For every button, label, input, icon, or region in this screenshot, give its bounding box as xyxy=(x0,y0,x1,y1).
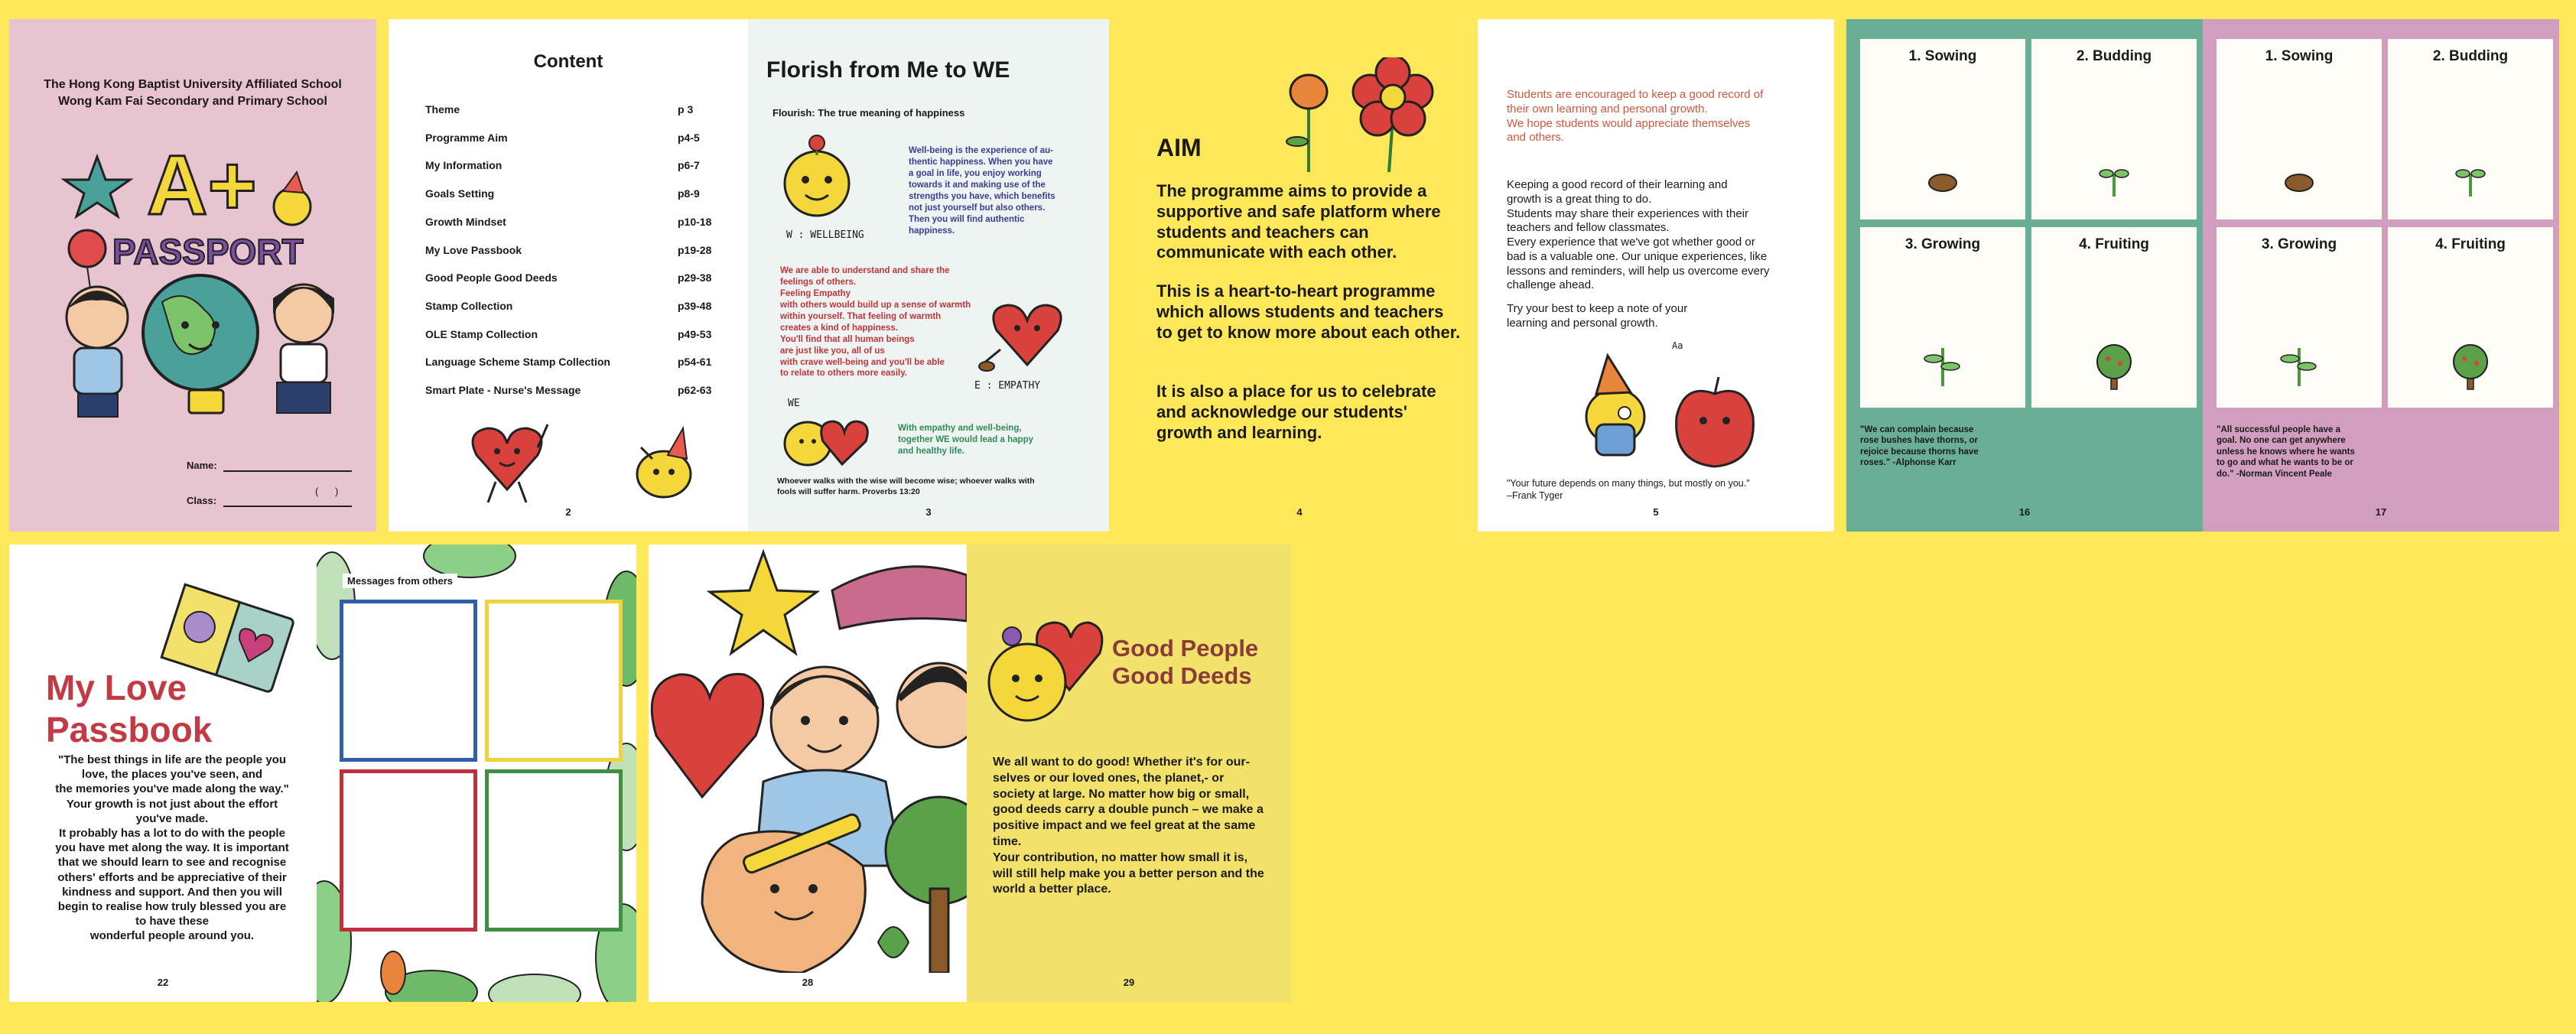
students-try xyxy=(1507,302,1813,331)
wellbeing-line: not just yourself but also others. xyxy=(909,203,1046,213)
students-intro-line: We hope students would appreciate themselves xyxy=(1507,116,1751,130)
contents-row[interactable] xyxy=(425,159,716,174)
school-name-line1: The Hong Kong Baptist University Affiliated School xyxy=(44,78,342,91)
love-line: the memories you've made along the way." xyxy=(55,782,289,796)
message-frame-blue[interactable] xyxy=(340,600,477,762)
good-deeds-line: Your contribution, no matter how small it is, xyxy=(993,850,1248,864)
page-number: 4 xyxy=(1296,506,1303,518)
students-quote xyxy=(1507,478,1813,502)
stage-quote-line: goal. No one can get anywhere xyxy=(2217,436,2346,446)
good-deeds-page xyxy=(967,545,1291,1002)
good-deeds-line: good deeds carry a double punch – we make a xyxy=(993,803,1264,817)
passport-illustration xyxy=(40,126,361,424)
empathy-line: feelings of others. xyxy=(780,277,857,287)
messages-title: Messages from others xyxy=(343,574,457,588)
contents-row-label: Growth Mindset xyxy=(425,215,506,228)
good-deeds-line: positive impact and we feel great at the same xyxy=(993,819,1256,833)
messages-page xyxy=(317,545,636,1002)
love-line: It probably has a lot to do with the people xyxy=(59,826,285,840)
wellbeing-line: happiness. xyxy=(909,226,955,236)
stage-quote-line: roses." -Alphonse Karr xyxy=(1860,458,1956,468)
love-heading-line1: My Love xyxy=(46,668,187,707)
students-quote-line: –Frank Tyger xyxy=(1507,489,1563,501)
fruit-tree-icon xyxy=(2448,342,2493,392)
lemon-character-icon xyxy=(626,417,702,509)
wellbeing-line: thentic happiness. When you have xyxy=(909,157,1053,167)
empathy-line: Feeling Empathy xyxy=(780,288,851,298)
contents-row[interactable] xyxy=(425,132,716,147)
star-icon xyxy=(710,552,817,653)
proverb-line: fools will suffer harm. Proverbs 13:20 xyxy=(777,486,920,496)
name-line xyxy=(223,470,352,472)
fruit-tree-icon xyxy=(2091,342,2137,392)
cover-page xyxy=(9,19,376,532)
message-frame-yellow[interactable] xyxy=(485,600,623,762)
empathy-heart-icon xyxy=(977,296,1069,380)
good-deeds-text xyxy=(993,755,1268,898)
we-label: WE xyxy=(788,398,800,409)
child-face-icon xyxy=(771,667,878,774)
contents-row-pages: p 3 xyxy=(678,103,694,115)
we-line: and healthy life. xyxy=(898,446,964,456)
growth-stage-label: 1. Sowing xyxy=(2265,48,2334,64)
empathy-line: to relate to others more easily. xyxy=(780,369,907,379)
students-body-line: growth is a great thing to do. xyxy=(1507,192,1652,206)
students-try-line: learning and personal growth. xyxy=(1507,316,1658,330)
growth-stage-label: 4. Fruiting xyxy=(2079,236,2149,252)
florish-title: Florish from Me to WE xyxy=(766,57,1010,83)
love-heading-line2: Passbook xyxy=(46,710,213,750)
wellbeing-line: Well-being is the experience of au- xyxy=(909,146,1053,155)
stage-quote xyxy=(1860,424,2013,469)
seed-icon xyxy=(1920,160,1966,210)
balloon-icon xyxy=(69,230,106,267)
colouring-illustration xyxy=(649,545,967,973)
contents-page xyxy=(389,19,748,532)
contents-row-label: Goals Setting xyxy=(425,187,495,200)
growth-stage-label: 4. Fruiting xyxy=(2435,236,2506,252)
growth-stages-page-17 xyxy=(2203,19,2559,532)
contents-row[interactable] xyxy=(425,187,716,203)
love-line: you have met along the way. It is important xyxy=(55,841,289,855)
growth-stage-label: 3. Growing xyxy=(1904,236,1981,252)
aim-heading: AIM xyxy=(1156,134,1202,161)
page-number: 22 xyxy=(157,977,169,988)
stage-quote-line: rejoice because thorns have xyxy=(1860,447,1979,457)
contents-row-pages: p39-48 xyxy=(678,299,712,312)
contents-row-label: Theme xyxy=(425,103,460,115)
wellbeing-lemon-icon xyxy=(771,126,863,226)
students-intro xyxy=(1507,88,1813,145)
love-passbook-text xyxy=(46,753,298,943)
growth-stage-box[interactable] xyxy=(2031,39,2197,219)
contents-row-pages: p6-7 xyxy=(678,159,700,172)
growth-stage-box[interactable] xyxy=(1860,227,2025,408)
florish-page xyxy=(748,19,1109,532)
students-body-line: Every experience that we've got whether good or xyxy=(1507,236,1755,249)
contents-row-label: My Love Passbook xyxy=(425,243,522,256)
name-label: Name: xyxy=(187,460,217,471)
stage-quote xyxy=(2217,424,2369,480)
contents-row-pages: p4-5 xyxy=(678,131,700,144)
contents-row[interactable] xyxy=(425,356,716,371)
florish-subtitle: Flourish: The true meaning of happiness xyxy=(772,107,965,119)
page-number: 16 xyxy=(2018,506,2031,518)
students-page xyxy=(1478,19,1834,532)
passport-book-icon xyxy=(189,390,223,413)
proverb-line: Whoever walks with the wise will become wise; whoever walks with xyxy=(777,476,1035,486)
students-body-line: bad is a valuable one. Our unique experiences, like xyxy=(1507,249,1768,263)
love-line: "The best things in life are the people you xyxy=(58,753,286,766)
love-line: begin to realise how truly blessed you are xyxy=(57,899,287,913)
seedling-icon xyxy=(1920,342,1966,392)
students-body-line: challenge ahead. xyxy=(1507,278,1595,292)
wellbeing-text xyxy=(909,145,1077,237)
students-body-line: Keeping a good record of their learning and xyxy=(1507,178,1728,191)
empathy-line: creates a kind of happiness. xyxy=(780,323,899,333)
growth-stage-box[interactable] xyxy=(1860,39,2025,219)
page-number: 3 xyxy=(925,506,932,518)
growth-stage-box[interactable] xyxy=(2217,227,2382,408)
growth-stage-label: 2. Budding xyxy=(2432,48,2509,64)
good-deeds-line: world a better place. xyxy=(993,883,1111,896)
aa-label: Aa xyxy=(1672,340,1683,351)
love-line: wonderful people around you. xyxy=(89,929,255,943)
wellbeing-label: W : WELLBEING xyxy=(786,229,864,241)
contents-row-pages: p29-38 xyxy=(678,272,712,285)
good-deeds-heading xyxy=(1112,635,1258,691)
students-try-line: Try your best to keep a note of your xyxy=(1507,302,1688,315)
love-line: that we should learn to see and recognise xyxy=(57,856,287,870)
good-deeds-line: We all want to do good! Whether it's for our- xyxy=(993,756,1250,769)
empathy-text xyxy=(780,265,979,379)
stage-quote-line: "All successful people have a xyxy=(2217,425,2341,434)
sprout-icon xyxy=(2448,160,2493,210)
contents-row-label: Good People Good Deeds xyxy=(425,272,558,285)
growth-stage-box[interactable] xyxy=(2388,227,2553,408)
stage-quote-line: unless he knows where he wants xyxy=(2217,447,2355,457)
contents-row-pages: p54-61 xyxy=(678,356,712,369)
proverb-text xyxy=(777,476,1098,497)
good-deeds-heading-line1: Good People xyxy=(1112,635,1259,662)
wellbeing-line: Then you will find authentic xyxy=(909,214,1025,224)
growth-stage-box[interactable] xyxy=(2031,227,2197,408)
contents-row-label: Language Scheme Stamp Collection xyxy=(425,356,610,369)
seed-icon xyxy=(2276,160,2322,210)
wellbeing-line: a goal in life, you enjoy working xyxy=(909,168,1042,178)
stage-quote-line: "We can complain because xyxy=(1860,425,1974,434)
stage-quote-line: to go and what he wants to be or xyxy=(2217,458,2353,468)
good-deeds-line: time. xyxy=(993,834,1022,848)
contents-row-label: Programme Aim xyxy=(425,131,508,144)
empathy-line: with others would build up a sense of warmth xyxy=(780,300,971,310)
empathy-line: are just like you, all of us xyxy=(780,346,885,356)
contents-row-pages: p8-9 xyxy=(678,187,700,200)
love-line: Your growth is not just about the effort xyxy=(66,797,278,811)
contents-row[interactable] xyxy=(425,300,716,315)
sprout-icon xyxy=(2091,160,2137,210)
contents-row-pages: p62-63 xyxy=(678,384,712,396)
message-frame-green[interactable] xyxy=(485,769,623,932)
contents-title: Content xyxy=(533,51,603,72)
school-name xyxy=(9,76,376,109)
good-deeds-line: selves or our loved ones, the planet,- or xyxy=(993,771,1225,785)
empathy-line: We are able to understand and share the xyxy=(780,266,950,275)
we-line: together WE would lead a happy xyxy=(898,434,1033,444)
contents-row-pages: p49-53 xyxy=(678,327,712,340)
sun-face-icon xyxy=(274,188,311,225)
love-passbook-page xyxy=(9,545,317,1002)
passport-title: PASSPORT xyxy=(112,232,304,272)
stage-quote-line: rose bushes have thorns, or xyxy=(1860,436,1979,446)
page-number: 5 xyxy=(1653,506,1659,518)
contents-row[interactable] xyxy=(425,244,716,259)
page-number: 28 xyxy=(802,977,814,988)
contents-row-label: OLE Stamp Collection xyxy=(425,327,538,340)
growth-stage-label: 3. Growing xyxy=(2261,236,2337,252)
empathy-line: with crave well-being and you'll be able xyxy=(780,357,945,367)
contents-row[interactable] xyxy=(425,328,716,343)
wellbeing-line: strengths you have, which benefits xyxy=(909,191,1055,201)
aim-paragraph-1: The programme aims to provide a supportive and safe platform where students and teachers can communicate with each other. xyxy=(1156,181,1441,262)
love-line: love, the places you've seen, and xyxy=(81,768,263,782)
students-body xyxy=(1507,178,1813,293)
contents-row[interactable] xyxy=(425,103,716,119)
class-label: Class: xyxy=(187,495,217,506)
love-line: to have these xyxy=(135,915,209,928)
contents-row[interactable] xyxy=(425,384,716,399)
good-deeds-line: society at large. No matter how big or small, xyxy=(993,787,1250,801)
lemon-and-apple-icon xyxy=(1562,340,1761,470)
good-deeds-heading-line2: Good Deeds xyxy=(1112,662,1252,690)
seedling-icon xyxy=(2276,342,2322,392)
class-number-bracket: ( ) xyxy=(315,486,339,497)
empathy-line: within yourself. That feeling of warmth xyxy=(780,311,942,321)
school-name-line2: Wong Kam Fai Secondary and Primary School xyxy=(58,94,327,108)
contents-row-label: Smart Plate - Nurse's Message xyxy=(425,384,581,396)
empathy-label: E : EMPATHY xyxy=(974,380,1041,392)
page-number: 17 xyxy=(2375,506,2387,518)
love-line: you've made. xyxy=(135,811,209,825)
class-line xyxy=(223,506,352,507)
growth-stage-label: 2. Budding xyxy=(2076,48,2152,64)
we-characters-icon xyxy=(777,409,877,470)
contents-row-label: Stamp Collection xyxy=(425,299,513,312)
page-number: 2 xyxy=(565,506,571,518)
students-intro-line: Students are encouraged to keep a good record of xyxy=(1507,88,1764,101)
wellbeing-line: towards it and making use of the xyxy=(909,180,1046,190)
contents-row[interactable] xyxy=(425,272,716,287)
growth-stages-page-16 xyxy=(1846,19,2203,532)
love-line: others' efforts and be appreciative of their xyxy=(57,870,287,884)
empathy-line: You'll find that all human beings xyxy=(780,334,915,344)
we-line: With empathy and well-being, xyxy=(898,424,1022,433)
growth-stage-box[interactable] xyxy=(2217,39,2382,219)
good-deeds-line: will still help make you a better person and the xyxy=(993,867,1264,880)
contents-row-pages: p19-28 xyxy=(678,243,712,256)
students-body-line: lessons and reminders, will help us overcome every xyxy=(1507,264,1770,278)
we-text xyxy=(898,423,1081,457)
contents-row-label: My Information xyxy=(425,159,503,172)
aim-page xyxy=(1121,19,1478,532)
students-body-line: Students may share their experiences with their xyxy=(1507,206,1748,220)
flowers-icon xyxy=(1274,57,1442,180)
aim-paragraph-2: This is a heart-to-heart programme which allows students and teachers to get to know more about each other. xyxy=(1156,281,1461,342)
aim-paragraph-3: It is also a place for us to celebrate and acknowledge our students' growth and learning. xyxy=(1156,382,1436,442)
students-intro-line: their own learning and personal growth. xyxy=(1507,102,1708,115)
message-frame-red[interactable] xyxy=(340,769,477,932)
star-icon xyxy=(64,157,130,216)
lemon-and-heart-icon xyxy=(977,606,1107,728)
love-line: kindness and support. And then you will xyxy=(62,885,282,899)
contents-row[interactable] xyxy=(425,216,716,231)
love-passbook-heading xyxy=(46,667,212,751)
stage-quote-line: do." -Norman Vincent Peale xyxy=(2217,469,2332,479)
a-plus-logo: A+ xyxy=(147,138,257,232)
page-number: 29 xyxy=(1123,977,1135,988)
growth-stage-box[interactable] xyxy=(2388,39,2553,219)
heart-character-icon xyxy=(465,417,549,509)
students-intro-line: and others. xyxy=(1507,131,1565,145)
growth-stage-label: 1. Sowing xyxy=(1908,48,1977,64)
colouring-page xyxy=(649,545,967,1002)
students-body-line: teachers and fellow classmates. xyxy=(1507,221,1670,235)
students-quote-line: "Your future depends on many things, but mostly on you." xyxy=(1507,478,1750,489)
contents-row-pages: p10-18 xyxy=(678,215,712,228)
